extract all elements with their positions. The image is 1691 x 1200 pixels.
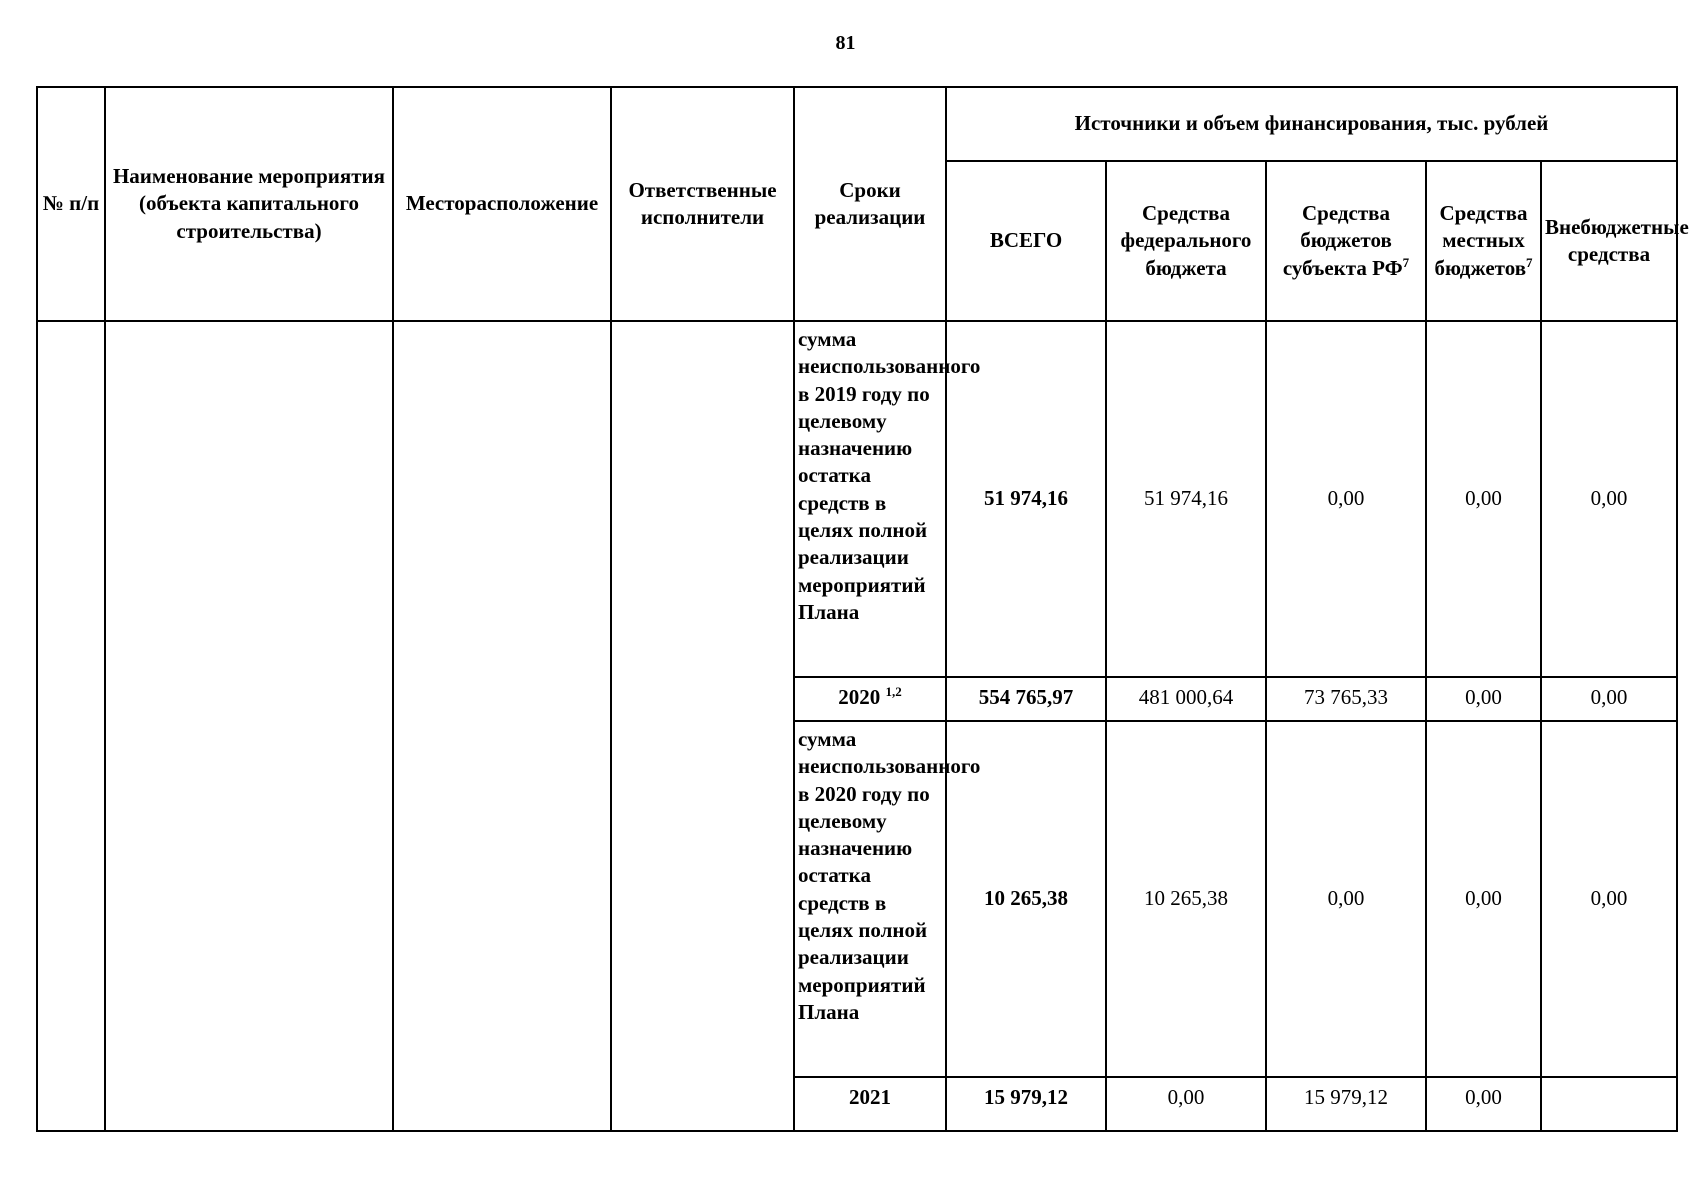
cell-federal: 10 265,38 [1106,721,1266,1077]
header-regional-footnote: 7 [1402,254,1410,270]
cell-federal: 481 000,64 [1106,677,1266,721]
cell-extra: 0,00 [1541,321,1677,677]
cell-regional: 0,00 [1266,321,1426,677]
cell-local: 0,00 [1426,1077,1541,1131]
cell-term: 2020 $^{1,2}$ [794,677,946,721]
cell-regional: 73 765,33 [1266,677,1426,721]
cell-local: 0,00 [1426,321,1541,677]
cell-term: 2021 [794,1077,946,1131]
cell-location [393,321,611,1131]
cell-total: 15 979,12 [946,1077,1106,1131]
cell-total: 51 974,16 [946,321,1106,677]
cell-regional: 15 979,12 [1266,1077,1426,1131]
cell-term: сумма неиспользованного в 2019 году по целевому назначению остатка средств в целях полной реализации мероприятий Плана [794,321,946,677]
cell-extra: 0,00 [1541,677,1677,721]
header-num: № п/п [37,87,105,321]
header-federal: Средства федерального бюджета [1106,161,1266,321]
cell-extra [1541,1077,1677,1131]
header-name: Наименование мероприятия (объекта капитального строительства) [105,87,393,321]
cell-local: 0,00 [1426,721,1541,1077]
table-row [37,321,1677,677]
cell-federal: 51 974,16 [1106,321,1266,677]
header-sources-group: Источники и объем финансирования, тыс. рублей [946,87,1677,161]
cell-term: сумма неиспользованного в 2020 году по целевому назначению остатка средств в целях полной реализации мероприятий Плана [794,721,946,1077]
cell-regional: 0,00 [1266,721,1426,1077]
page-number: 81 [835,32,856,54]
cell-total: 10 265,38 [946,721,1106,1077]
cell-federal: 0,00 [1106,1077,1266,1131]
financing-table [36,86,1689,1132]
header-terms: Сроки реализации [794,87,946,321]
cell-local: 0,00 [1426,677,1541,721]
header-regional: Средства бюджетов субъекта $РФ^7$ [1266,161,1426,321]
header-local-footnote: 7 [1526,254,1533,270]
header-responsible: Ответственные исполнители [611,87,794,321]
cell-name [105,321,393,1131]
header-location: Месторасположение [393,87,611,321]
header-extra: Внебюджетные средства [1541,161,1677,321]
cell-responsible [611,321,794,1131]
cell-total: 554 765,97 [946,677,1106,721]
header-local: Средства местных бюджетов$^7$ [1426,161,1541,321]
term-footnote: 1,2 [885,684,902,699]
cell-extra: 0,00 [1541,721,1677,1077]
cell-num [37,321,105,1131]
header-total: ВСЕГО [946,161,1106,321]
